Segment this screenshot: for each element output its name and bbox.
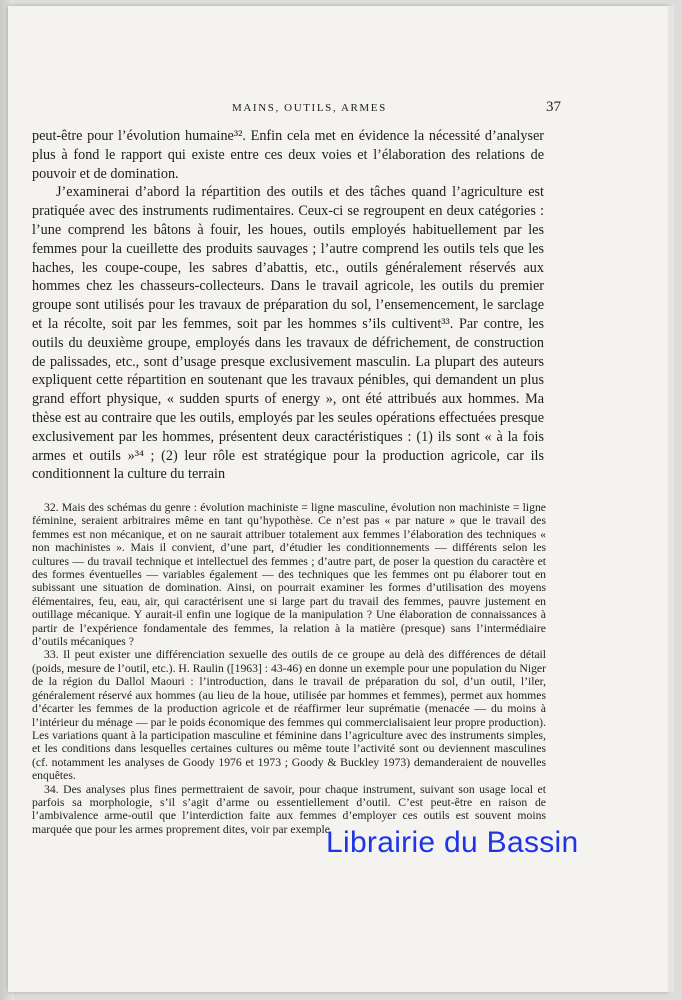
- page-number: 37: [546, 99, 561, 115]
- body-text: [32, 127, 544, 484]
- paragraph: peut-être pour l’évolution humaine³². Enfin cela met en évidence la nécessité d’analyser plus à fond le rapport qui existe entre ces deux voies et l’élaboration des relations de pouvoir et de domination.: [32, 128, 544, 182]
- footnotes: [32, 501, 546, 836]
- footnote-32: 32. Mais des schémas du genre : évolution machiniste = ligne masculine, évolution non machiniste = ligne féminine, seraient arbitraires même en tant qu’hypothèse. Ce n’est pas « par nature » que le travail des femmes est non mécanique, et on ne saurait attribuer totalement aux femmes l’élaboration des techniques « non machinistes ». Mais il convient, d’une part, d’étudier les conditionnements — différents selon les cultures — du travail technique et intellectuel des femmes ; d’autre part, de poser la question du caractère et des formes éventuelles — variables également — des techniques que les femmes ont pu élaborer tout en subissant une situation de domination. Ainsi, on pourrait examiner les formes d’utilisation des moyens élémentaires, feu, eau, air, qui caractérisent une si large part du travail des femmes, pauvre justement en outillage mécanique. Y aurait-il enfin une logique de la manipulation ? Une élaboration de connaissances à partir de l’expérience fondamentale des femmes, la relation à la matière (presque) sans l’intermédiaire d’outils mécaniques ?: [32, 501, 546, 649]
- page-edge: [668, 6, 674, 992]
- paragraph: J’examinerai d’abord la répartition des outils et des tâches quand l’agriculture est pratiquée avec des instruments rudimentaires. Ceux-ci se regroupent en deux catégories : l’une comprend les bâtons à fouir, les houes, outils employés habituellement par les femmes pour la cueillette des produits sauvages ; l’autre comprend les outils tels que les haches, les coupe-coupe, les sabres d’abattis, etc., outils généralement réservés aux hommes chez les chasseurs-collecteurs. Dans le travail agricole, les outils du premier groupe sont utilisés pour les travaux de préparation du sol, l’ensemencement, le sarclage et la récolte, soit par les femmes, soit par les hommes s’ils cultivent³³. Par contre, les outils du deuxième groupe, employés dans les travaux de défrichement, de construction de palissades, etc., sont d’usage presque exclusivement masculin. La plupart des auteurs expliquent cette répartition en soutenant que les travaux pénibles, qui demandent un plus grand effort physique, « sudden spurts of energy », ont été attribués aux hommes. Ma thèse est au contraire que les outils, employés par les seules opérations effectuées presque exclusivement par les hommes, présentent deux caractéristiques : (1) ils sont « à la fois armes et outils »³⁴ ; (2) leur rôle est stratégique pour la production agricole, car ils conditionnent la culture du terrain: [32, 184, 544, 483]
- running-head: MAINS, OUTILS, ARMES: [232, 102, 387, 114]
- watermark-text: Librairie du Bassin: [326, 826, 579, 859]
- footnote-33: 33. Il peut exister une différenciation sexuelle des outils de ce groupe au delà des différences de détail (poids, mesure de l’outil, etc.). H. Raulin ([1963] : 43-46) en donne un exemple pour une population du Niger de la région du Dallol Maouri : l’introduction, dans le travail de préparation du sol, d’un outil, l’iler, généralement réservé aux hommes (au lieu de la houe, utilisée par hommes et femmes), permet aux hommes d’écarter les femmes de la production agricole et de réaffirmer leur suprématie (menacée — du moins à l’intérieur du ménage — par le poids économique des femmes qui commercialisaient leur propre production). Les variations quant à la participation masculine et féminine dans l’agriculture avec des instruments simples, et les conditions dans lesquelles certaines cultures ou même toute l’activité sont ou deviennent masculines (cf. notamment les analyses de Goody 1976 et 1973 ; Goody & Buckley 1973) demanderaient de nouvelles enquêtes.: [32, 648, 546, 783]
- footnote-34: 34. Des analyses plus fines permettraient de savoir, pour chaque instrument, suivant son usage local et parfois sa morphologie, s’il s’agit d’arme ou essentiellement d’outil. C’est peut-être en raison de l’ambivalence arme-outil que l’interdiction faite aux femmes d’employer ces outils est souvent moins marquée que pour les armes proprement dites, voir par exemple: [32, 782, 546, 836]
